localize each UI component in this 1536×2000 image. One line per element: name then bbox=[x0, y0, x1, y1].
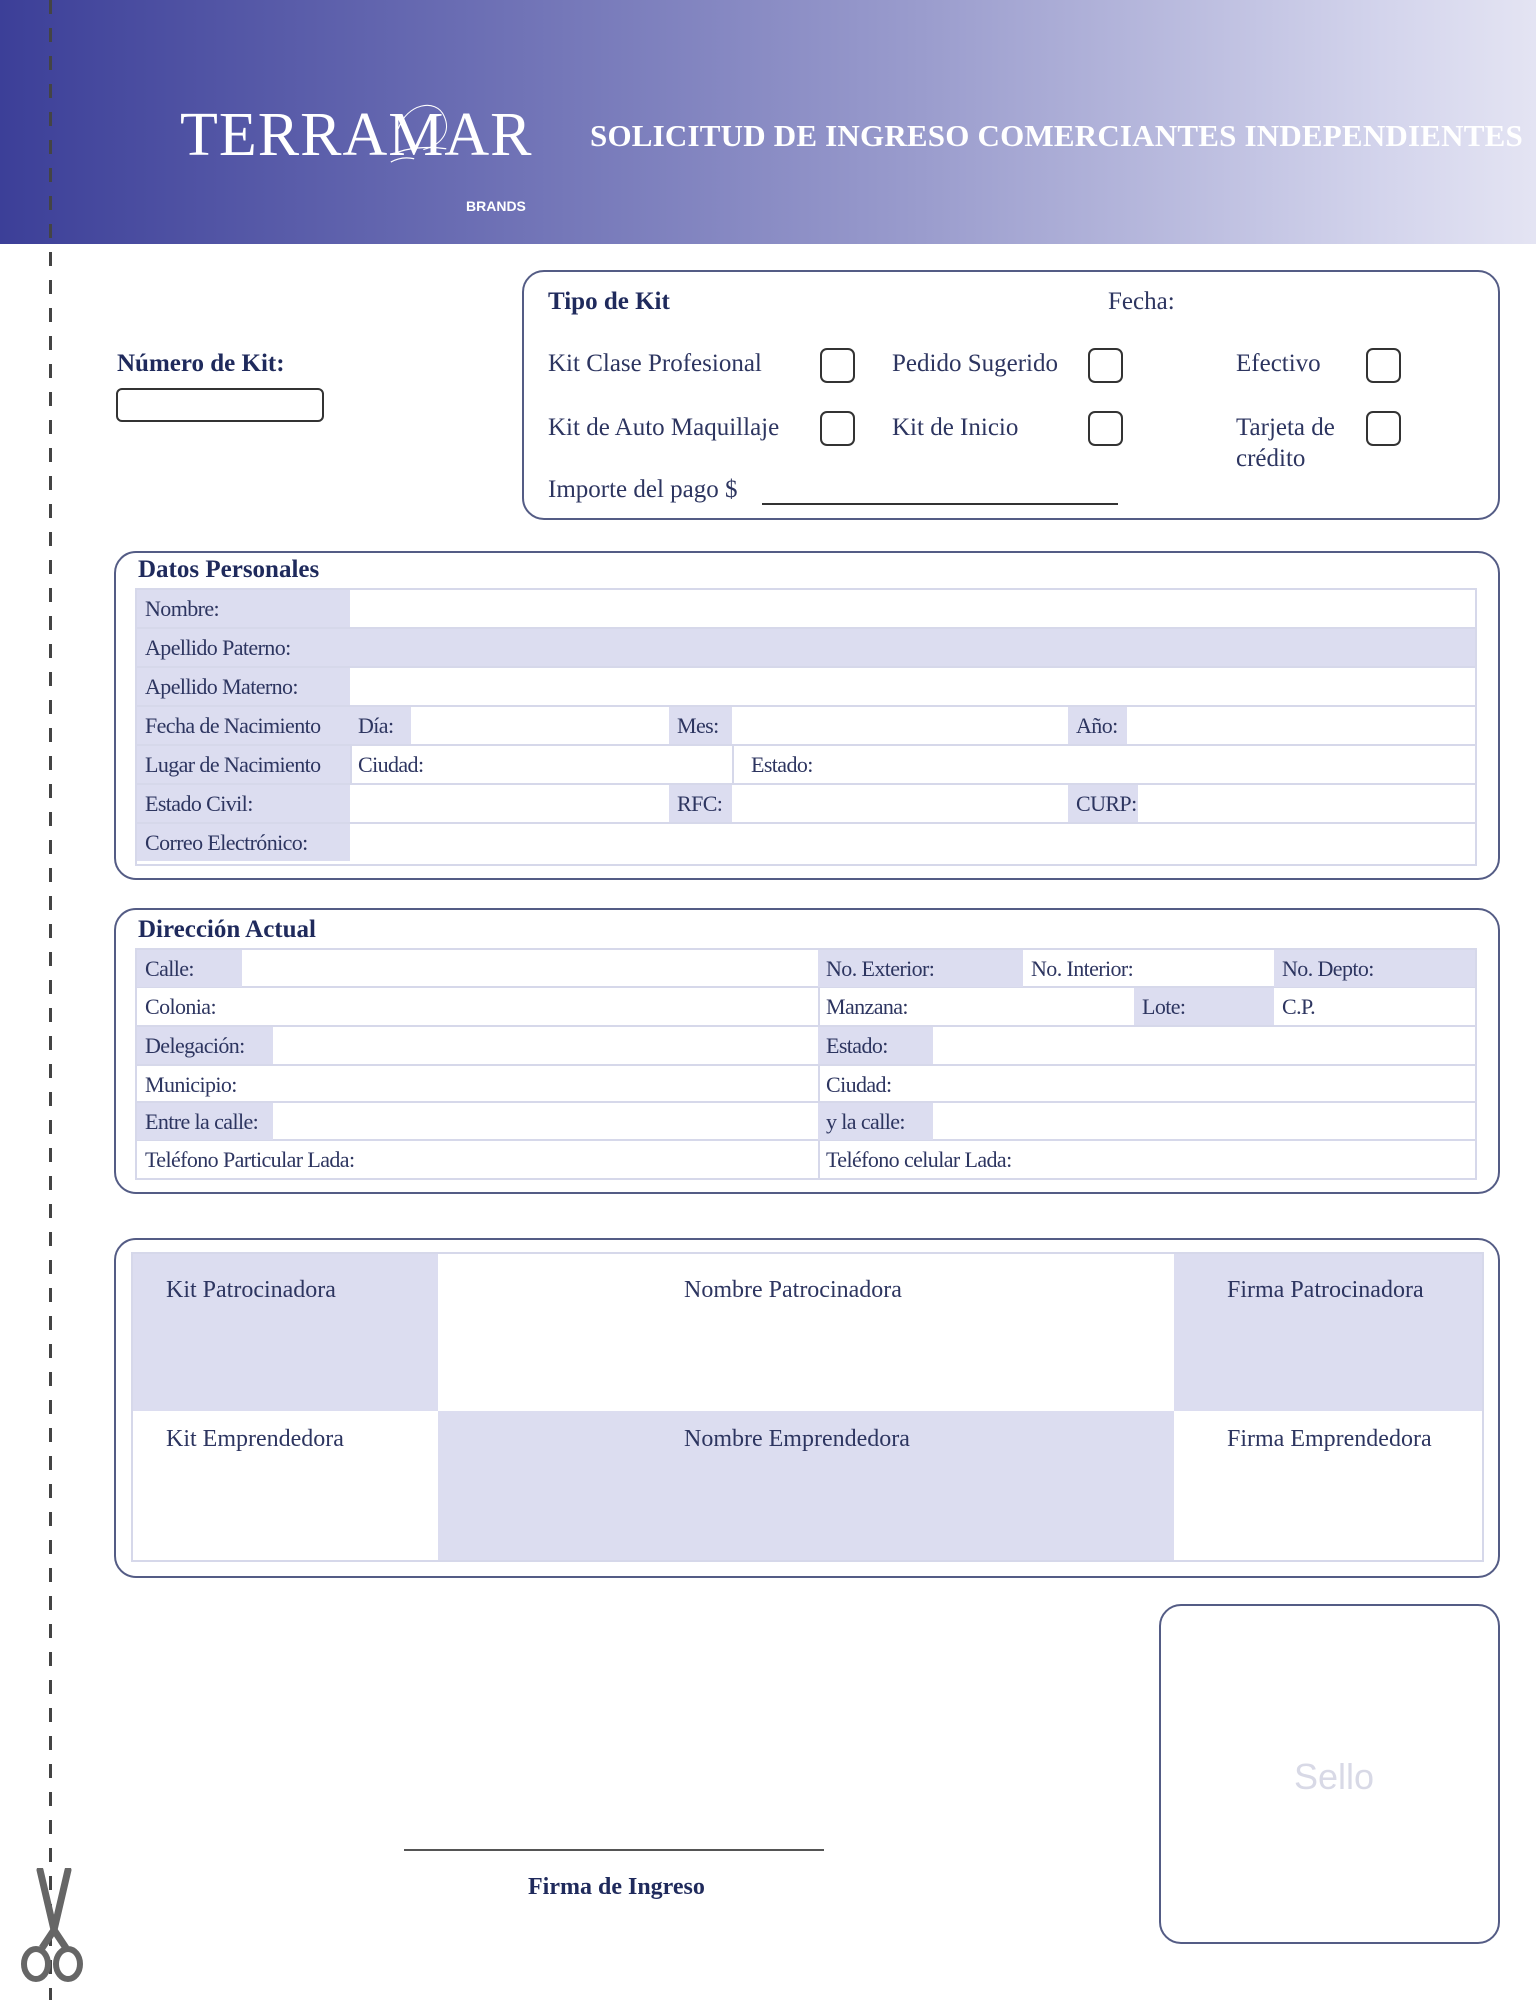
mes-input[interactable] bbox=[732, 707, 1068, 744]
mes-label: Mes: bbox=[669, 707, 732, 744]
dir-estado-input[interactable] bbox=[933, 1027, 1475, 1064]
estado-civil-label: Estado Civil: bbox=[137, 785, 350, 822]
datos-personales-title: Datos Personales bbox=[138, 556, 320, 583]
row-entre bbox=[137, 1103, 1475, 1141]
kit-profesional-checkbox[interactable] bbox=[820, 348, 855, 383]
ciudad-label: Ciudad: bbox=[358, 752, 424, 777]
depto-label: No. Depto: bbox=[1274, 950, 1475, 987]
direccion-title: Dirección Actual bbox=[138, 916, 316, 943]
paterno-input[interactable] bbox=[350, 629, 1475, 666]
colonia-label: Colonia: bbox=[145, 994, 216, 1019]
kit-number-label: Número de Kit: bbox=[117, 350, 285, 377]
curp-input[interactable] bbox=[1138, 785, 1475, 822]
opt-pedido-label: Pedido Sugerido bbox=[892, 350, 1058, 377]
nombre-patrocinadora-label: Nombre Patrocinadora bbox=[684, 1277, 902, 1303]
opt-tarjeta-label-2: crédito bbox=[1236, 445, 1306, 472]
correo-label: Correo Electrónico: bbox=[137, 824, 350, 861]
nombre-input[interactable] bbox=[350, 590, 1475, 627]
materno-input[interactable] bbox=[350, 668, 1475, 705]
efectivo-checkbox[interactable] bbox=[1366, 348, 1401, 383]
firma-emprendedora-label: Firma Emprendedora bbox=[1227, 1426, 1432, 1452]
lote-label: Lote: bbox=[1134, 988, 1274, 1025]
tel-celular-label: Teléfono celular Lada: bbox=[826, 1147, 1012, 1172]
dia-label: Día: bbox=[350, 707, 411, 744]
importe-label: Importe del pago $ bbox=[548, 476, 738, 503]
municipio-label: Municipio: bbox=[145, 1072, 237, 1097]
direccion-grid bbox=[135, 948, 1477, 1180]
delegacion-input[interactable] bbox=[273, 1027, 818, 1064]
row-delegacion bbox=[137, 1027, 1475, 1066]
importe-input-line[interactable] bbox=[762, 503, 1118, 505]
kit-number-input[interactable] bbox=[116, 388, 324, 422]
dia-input[interactable] bbox=[411, 707, 669, 744]
firma-ingreso-label: Firma de Ingreso bbox=[528, 1874, 705, 1900]
tarjeta-credito-checkbox[interactable] bbox=[1366, 411, 1401, 446]
row-paterno bbox=[137, 629, 1475, 668]
entre-input[interactable] bbox=[273, 1103, 818, 1140]
ylacalle-label: y la calle: bbox=[818, 1103, 933, 1140]
row-colonia bbox=[137, 988, 1475, 1027]
estado-civil-input[interactable] bbox=[350, 785, 669, 822]
row-nombre bbox=[137, 590, 1475, 629]
delegacion-label: Delegación: bbox=[137, 1027, 273, 1064]
row-estado-civil bbox=[137, 785, 1475, 824]
kit-inicio-checkbox[interactable] bbox=[1088, 411, 1123, 446]
opt-inicio-label: Kit de Inicio bbox=[892, 414, 1019, 441]
kit-emprendedora-label: Kit Emprendedora bbox=[166, 1426, 344, 1452]
perforation-line bbox=[49, 0, 52, 2000]
firma-patrocinadora-label: Firma Patrocinadora bbox=[1227, 1277, 1424, 1303]
fecha-label: Fecha: bbox=[1108, 288, 1175, 315]
datos-personales-grid bbox=[135, 588, 1477, 866]
brand-logo: TERRAMAR bbox=[180, 101, 533, 169]
row-lugar-nac bbox=[137, 746, 1475, 785]
manzana-label: Manzana: bbox=[826, 994, 908, 1019]
calle-label: Calle: bbox=[137, 950, 242, 987]
anio-input[interactable] bbox=[1127, 707, 1475, 744]
row-correo bbox=[137, 824, 1475, 863]
rfc-input[interactable] bbox=[732, 785, 1068, 822]
row-telefono bbox=[137, 1141, 1475, 1178]
dir-ciudad-label: Ciudad: bbox=[826, 1072, 892, 1097]
scissors-icon bbox=[18, 1868, 84, 1982]
row-calle bbox=[137, 950, 1475, 988]
estado-label: Estado: bbox=[751, 752, 813, 777]
nombre-emprendedora-label: Nombre Emprendedora bbox=[684, 1426, 910, 1452]
ylacalle-input[interactable] bbox=[933, 1103, 1475, 1140]
exterior-label: No. Exterior: bbox=[818, 950, 1023, 987]
kit-patrocinadora-label: Kit Patrocinadora bbox=[166, 1277, 336, 1303]
fecha-nac-label: Fecha de Nacimiento bbox=[137, 707, 350, 744]
tipo-kit-title: Tipo de Kit bbox=[548, 288, 670, 315]
cp-label: C.P. bbox=[1282, 994, 1316, 1019]
anio-label: Año: bbox=[1068, 707, 1127, 744]
correo-input[interactable] bbox=[350, 824, 1475, 861]
tel-particular-label: Teléfono Particular Lada: bbox=[145, 1147, 355, 1172]
opt-auto-label: Kit de Auto Maquillaje bbox=[548, 414, 780, 441]
rfc-label: RFC: bbox=[669, 785, 732, 822]
header-banner bbox=[0, 0, 1536, 244]
page-title: SOLICITUD DE INGRESO COMERCIANTES INDEPENDIENTES bbox=[590, 118, 1523, 153]
entre-label: Entre la calle: bbox=[137, 1103, 273, 1140]
dir-estado-label: Estado: bbox=[818, 1027, 933, 1064]
nombre-label: Nombre: bbox=[137, 590, 350, 627]
opt-tarjeta-label-1: Tarjeta de bbox=[1236, 414, 1335, 441]
opt-profesional-label: Kit Clase Profesional bbox=[548, 350, 762, 377]
firma-ingreso-line[interactable] bbox=[404, 1849, 824, 1851]
row-materno bbox=[137, 668, 1475, 707]
curp-label: CURP: bbox=[1068, 785, 1138, 822]
row-fecha-nac bbox=[137, 707, 1475, 746]
brand-sub: BRANDS bbox=[466, 198, 526, 214]
sello-label: Sello bbox=[1294, 1756, 1375, 1797]
materno-label: Apellido Materno: bbox=[137, 668, 350, 705]
opt-efectivo-label: Efectivo bbox=[1236, 350, 1321, 377]
paterno-label: Apellido Paterno: bbox=[137, 629, 350, 666]
pedido-sugerido-checkbox[interactable] bbox=[1088, 348, 1123, 383]
kit-auto-checkbox[interactable] bbox=[820, 411, 855, 446]
row-municipio bbox=[137, 1066, 1475, 1103]
calle-input[interactable] bbox=[242, 950, 818, 987]
lugar-nac-label: Lugar de Nacimiento bbox=[137, 746, 350, 783]
interior-label: No. Interior: bbox=[1031, 956, 1134, 981]
